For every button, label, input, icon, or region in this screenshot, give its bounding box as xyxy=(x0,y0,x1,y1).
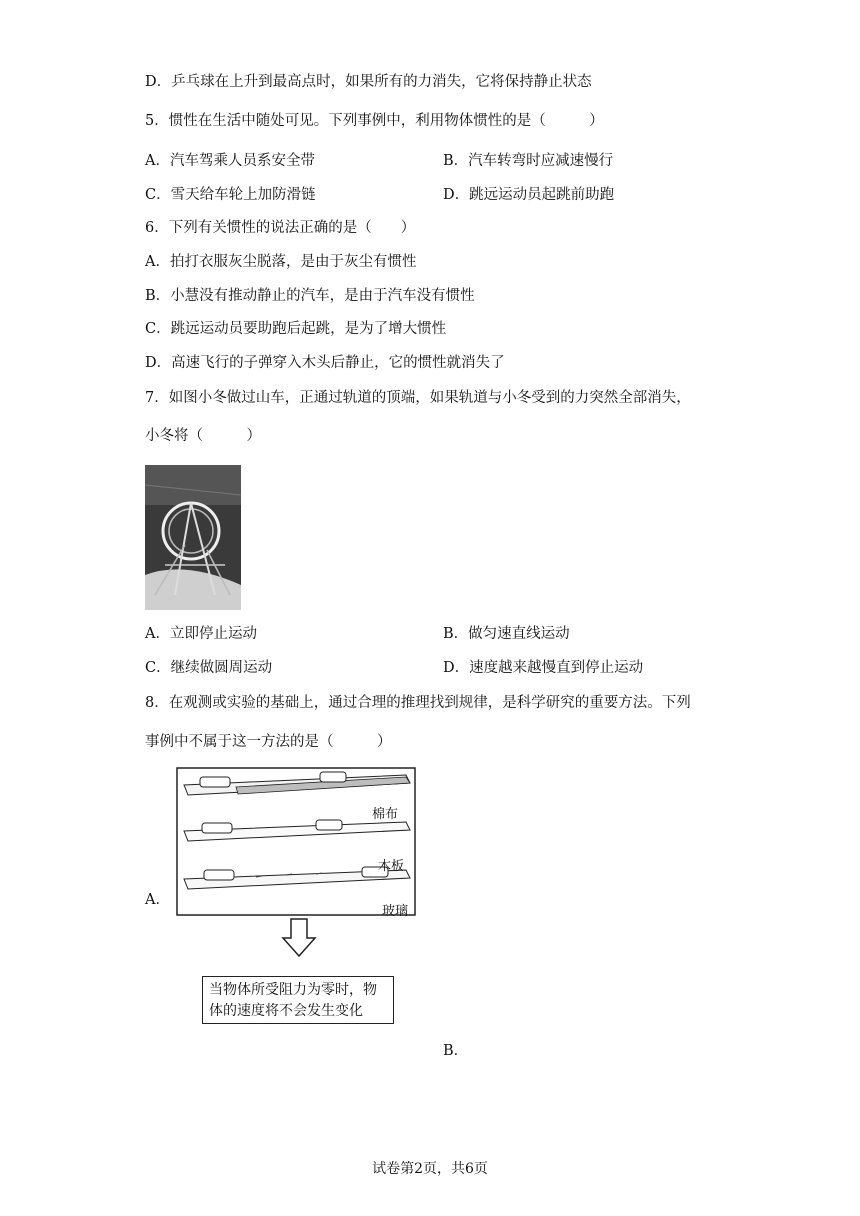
q7-stem-line1: 7．如图小冬做过山车，正通过轨道的顶端，如果轨道与小冬受到的力突然全部消失， xyxy=(145,390,691,406)
q8-option-b-label: B． xyxy=(443,1043,469,1059)
q6-option-b: B．小慧没有推动静止的汽车，是由于汽车没有惯性 xyxy=(145,288,475,304)
q5-option-a: A．汽车驾乘人员系安全带 xyxy=(145,153,315,169)
q6-option-a: A．拍打衣服灰尘脱落，是由于灰尘有惯性 xyxy=(145,254,417,270)
q6-option-c: C．跳远运动员要助跑后起跳，是为了增大惯性 xyxy=(145,321,447,337)
q5-option-c: C．雪天给车轮上加防滑链 xyxy=(145,187,316,203)
surface-label-cotton: 棉布 xyxy=(372,807,399,822)
conclusion-box xyxy=(202,976,394,1024)
roller-coaster-photo xyxy=(145,465,241,610)
q5-option-d: D．跳远运动员起跳前助跑 xyxy=(443,187,615,203)
conclusion-line-2: 体的速度将不会发生变化 xyxy=(209,1003,363,1019)
page-footer: 试卷第2页，共6页 xyxy=(372,1161,488,1177)
q8-option-a-label: A． xyxy=(145,892,170,908)
friction-experiment-figure xyxy=(176,767,416,917)
q8-stem-line2: 事例中不属于这一方法的是（ ） xyxy=(145,734,392,750)
down-arrow-icon xyxy=(281,918,317,958)
q5-stem: 5．惯性在生活中随处可见。下列事例中，利用物体惯性的是（ ） xyxy=(145,113,604,129)
q6-option-d: D．高速飞行的子弹穿入木头后静止，它的惯性就消失了 xyxy=(145,355,505,371)
q8-stem-line1: 8．在观测或实验的基础上，通过合理的推理找到规律，是科学研究的重要方法。下列 xyxy=(145,695,691,711)
surface-label-glass: 玻璃 xyxy=(382,904,409,919)
q6-stem: 6．下列有关惯性的说法正确的是（ ） xyxy=(145,220,416,236)
q7-option-a: A．立即停止运动 xyxy=(145,626,257,642)
q7-stem-line2: 小冬将（ ） xyxy=(145,428,261,444)
q5-option-b: B．汽车转弯时应减速慢行 xyxy=(443,153,614,169)
q7-option-b: B．做匀速直线运动 xyxy=(443,626,570,642)
q7-option-c: C．继续做圆周运动 xyxy=(145,660,273,676)
conclusion-line-1: 当物体所受阻力为零时，物 xyxy=(209,982,377,998)
q7-option-d: D．速度越来越慢直到停止运动 xyxy=(443,660,644,676)
q4-option-d: D．乒乓球在上升到最高点时，如果所有的力消失，它将保持静止状态 xyxy=(145,74,592,90)
surface-label-wood: 木板 xyxy=(378,859,405,874)
